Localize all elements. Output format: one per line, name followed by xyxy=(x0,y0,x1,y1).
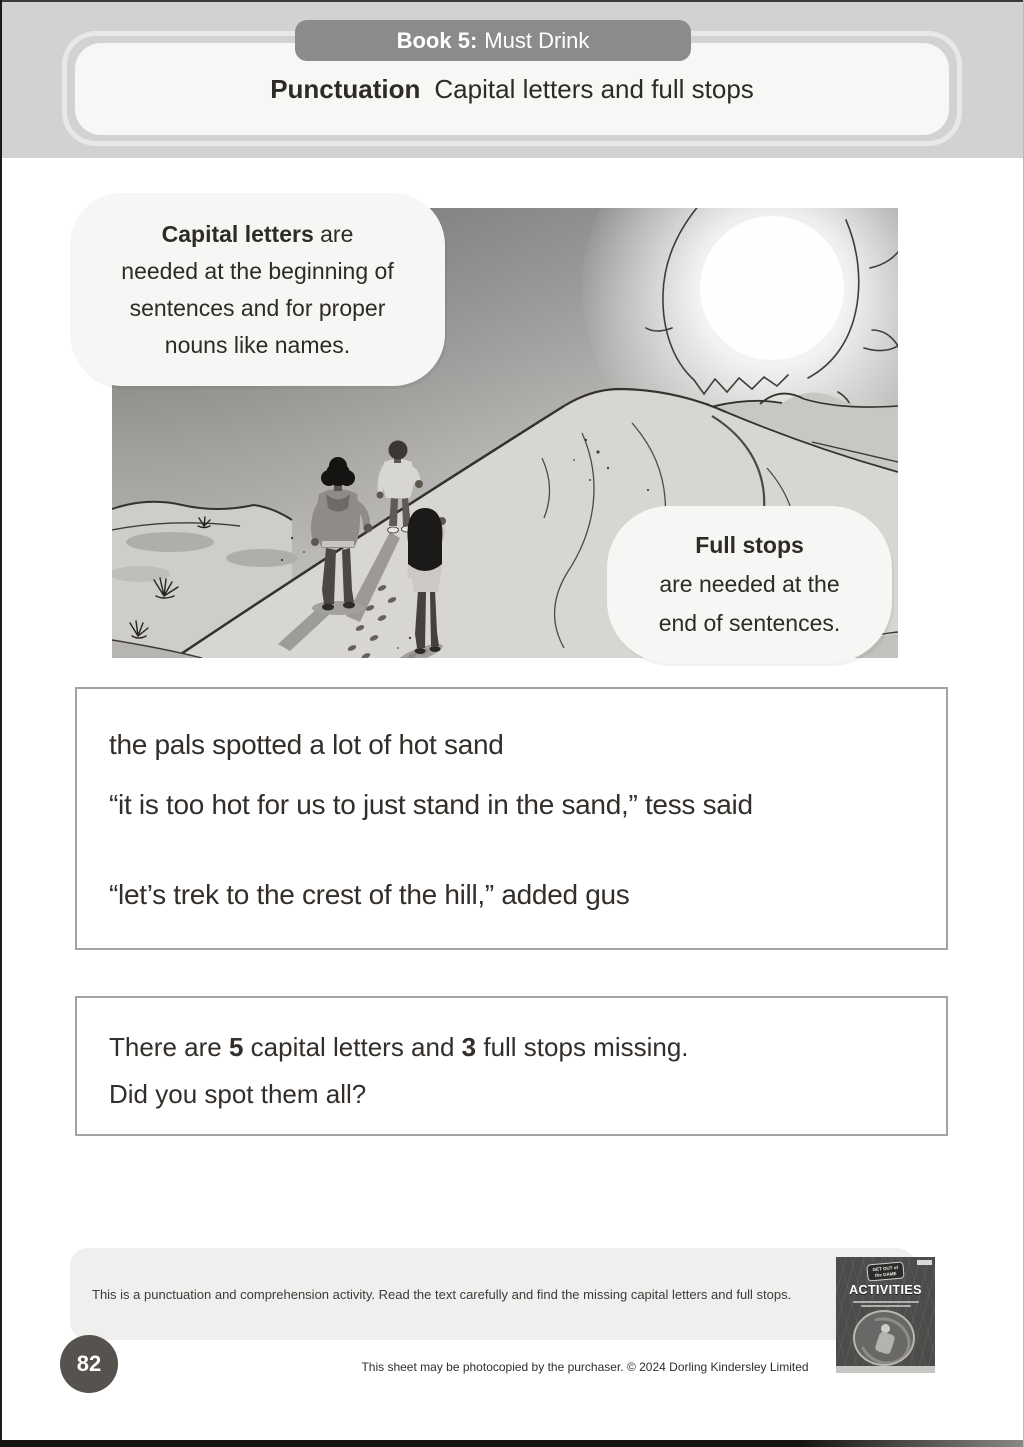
activities-book-cover xyxy=(836,1257,935,1373)
bubble-fullstops-line2: are needed at the xyxy=(659,571,840,597)
exercise-line-2: “it is too hot for us to just stand in the sand,” tess said xyxy=(109,789,753,820)
fullstops-count: 3 xyxy=(461,1032,477,1062)
bubble-capital-line4: nouns like names. xyxy=(164,331,351,358)
page-number: 82 xyxy=(76,1351,102,1376)
bubble-fullstops-keyword: Full stops xyxy=(695,532,804,558)
page-title-topic: Punctuation xyxy=(270,74,421,104)
cover-figure-circle xyxy=(853,1310,915,1366)
header-band xyxy=(0,0,1024,158)
page-title xyxy=(75,74,949,105)
book-badge xyxy=(295,20,691,61)
capitals-count: 5 xyxy=(228,1032,244,1062)
exercise-text-box xyxy=(75,687,948,950)
teacher-note: This is a punctuation and comprehension activity. Read the text carefully and find the missing capital letters and full stops. xyxy=(92,1286,792,1302)
question-box xyxy=(75,996,948,1136)
page-edge-left xyxy=(0,0,2,1447)
question-line-2: Did you spot them all? xyxy=(109,1079,367,1109)
bubble-fullstops-line3: end of sentences. xyxy=(658,610,841,636)
question-line-1: There are 5 capital letters and 3 full stops missing. xyxy=(109,1032,689,1062)
bubble-capital-line2: needed at the beginning of xyxy=(121,257,394,284)
book-badge-bold: Book 5: xyxy=(396,27,478,53)
cover-subtitle-line xyxy=(853,1301,919,1303)
cover-bottom-band xyxy=(836,1366,935,1373)
page-number-badge xyxy=(60,1335,118,1393)
bubble-capital-keyword: Capital letters xyxy=(161,220,314,247)
book-badge-rest: Must Drink xyxy=(484,27,590,53)
bubble-capital-letters xyxy=(70,193,445,386)
bubble-capital-line3: sentences and for proper xyxy=(129,294,386,321)
cover-corner-tag xyxy=(917,1260,932,1265)
page-edge-bottom xyxy=(0,1440,1024,1447)
cover-subtitle-line xyxy=(861,1305,911,1307)
teacher-note-box xyxy=(70,1248,915,1340)
bubble-capital-line1: Capital letters are xyxy=(161,220,354,247)
bubble-full-stops xyxy=(607,506,892,663)
exercise-line-3: “let’s trek to the crest of the hill,” added gus xyxy=(109,879,630,910)
series-logo: GET OUT of the GAME xyxy=(866,1261,904,1281)
page-edge-top xyxy=(0,0,1024,2)
exercise-line-1: the pals spotted a lot of hot sand xyxy=(109,729,504,760)
cover-title: ACTIVITIES xyxy=(849,1283,922,1297)
page-title-subject: Capital letters and full stops xyxy=(434,74,754,104)
copyright-line: This sheet may be photocopied by the purchaser. © 2024 Dorling Kindersley Limited xyxy=(361,1360,809,1374)
